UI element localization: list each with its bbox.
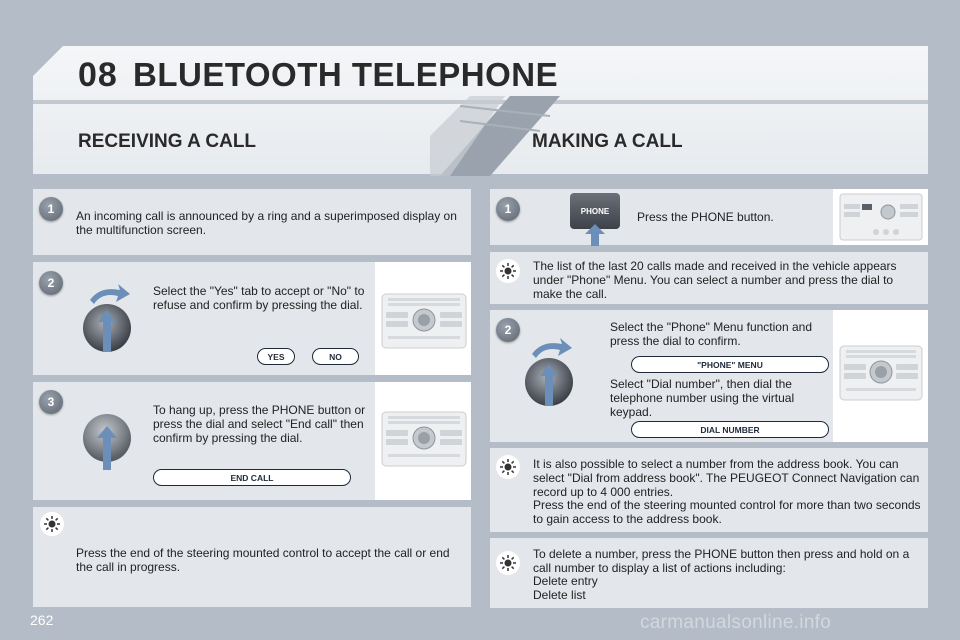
step-badge: 2 bbox=[39, 271, 63, 295]
receiving-step2-text: Select the "Yes" tab to accept or "No" to refuse and confirm by pressing the dial. bbox=[153, 284, 365, 312]
section-title-receiving: RECEIVING A CALL bbox=[78, 131, 257, 152]
tip-bulb-icon bbox=[496, 551, 520, 575]
receiving-step1-text: An incoming call is announced by a ring and a superimposed display on the multifunction screen. bbox=[76, 209, 457, 237]
phone-button-label: PHONE bbox=[580, 206, 610, 216]
making-step2-text2: Select "Dial number", then dial the telephone number using the virtual keypad. bbox=[610, 377, 795, 419]
tip-bulb-icon bbox=[40, 512, 64, 536]
tip-bulb-icon bbox=[496, 455, 520, 479]
console-dial-illustration bbox=[380, 408, 468, 470]
step-badge: 1 bbox=[39, 197, 63, 221]
making-tip2-text2: Press the end of the steering mounted control for more than two seconds to gain access to the address book. bbox=[533, 498, 921, 526]
receiving-step3-text: To hang up, press the PHONE button or press the dial and select "End call" then confirm by pressing the dial. bbox=[153, 403, 366, 445]
making-tip3-text1: To delete a number, press the PHONE button then press and hold on a call number to display a list of actions including: bbox=[533, 547, 910, 575]
page-title: BLUETOOTH TELEPHONE bbox=[133, 56, 559, 93]
watermark: carmanualsonline.info bbox=[640, 612, 832, 633]
step-badge: 1 bbox=[496, 197, 520, 221]
making-tip2-text1: It is also possible to select a number from the address book. You can select "Dial from address book". The PEUGEOT Connect Navigation can record up to 4 000 entries. bbox=[533, 457, 920, 499]
console-phone-illustration bbox=[838, 192, 924, 242]
console-dial-illustration bbox=[380, 290, 468, 352]
making-tip1-text: The list of the last 20 calls made and received in the vehicle appears under "Phone" Menu. You can select a number and press the dial to make the call. bbox=[533, 259, 897, 301]
tip-bulb-icon bbox=[496, 259, 520, 283]
receiving-tip-text: Press the end of the steering mounted control to accept the call or end the call in progress. bbox=[76, 546, 450, 574]
phone-menu-tab[interactable]: "PHONE" MENU bbox=[631, 356, 829, 373]
section-title-making: MAKING A CALL bbox=[532, 131, 683, 152]
making-tip3-text3: Delete list bbox=[533, 588, 586, 602]
yes-tab[interactable]: YES bbox=[257, 348, 295, 365]
no-tab[interactable]: NO bbox=[312, 348, 359, 365]
page-number: 262 bbox=[30, 612, 54, 628]
dial-press-icon bbox=[80, 282, 136, 362]
press-arrow-icon bbox=[583, 224, 607, 246]
step-badge: 2 bbox=[496, 318, 520, 342]
dial-press-icon bbox=[80, 410, 136, 474]
making-step1-text: Press the PHONE button. bbox=[637, 210, 774, 224]
making-tip3-text2: Delete entry bbox=[533, 574, 598, 588]
chapter-number: 08 bbox=[78, 56, 118, 94]
console-dial-illustration bbox=[838, 342, 924, 404]
end-call-tab[interactable]: END CALL bbox=[153, 469, 351, 486]
dial-number-tab[interactable]: DIAL NUMBER bbox=[631, 421, 829, 438]
dial-press-icon bbox=[522, 336, 578, 416]
step-badge: 3 bbox=[39, 390, 63, 414]
making-step2-text1: Select the "Phone" Menu function and press the dial to confirm. bbox=[610, 320, 812, 348]
